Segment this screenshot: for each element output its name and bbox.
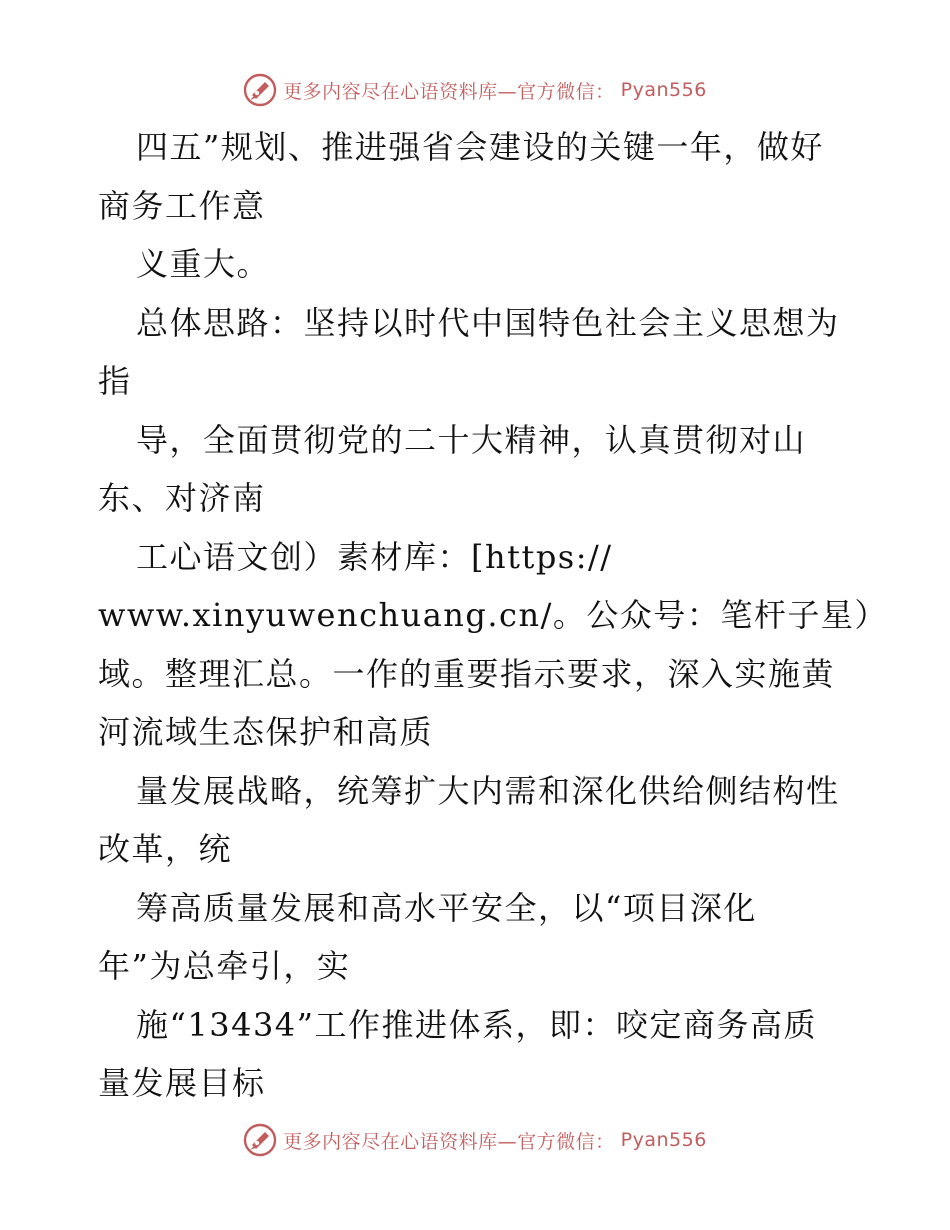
watermark-text: 更多内容尽在心语资料库—官方微信： xyxy=(283,80,615,103)
text-line: 义重大。 xyxy=(136,245,271,283)
text-line: 年”为总牵引，实 xyxy=(98,947,351,985)
text-line: 四五”规划、推进强省会建设的关键一年，做好 xyxy=(136,128,824,166)
text-line: 东、对济南 xyxy=(98,479,266,517)
text-line: 导，全面贯彻党的二十大精神，认真贯彻对山 xyxy=(136,420,807,459)
watermark-wechat-id: Pyan556 xyxy=(620,79,707,101)
text-line: 河流域生态保护和高质 xyxy=(98,713,434,751)
text-line: 改革，统 xyxy=(98,830,233,868)
text-line: 商务工作意 xyxy=(98,186,266,225)
text-line: 指 xyxy=(98,362,132,400)
text-line: 总体思路：坚持以时代中国特色社会主义思想为 xyxy=(136,303,840,342)
text-line: 量发展目标 xyxy=(98,1064,266,1102)
watermark-text: 更多内容尽在心语资料库—官方微信： xyxy=(283,1130,615,1153)
text-line: 工心语文创）素材库：[https:// xyxy=(136,537,613,576)
document-body xyxy=(98,118,888,1113)
watermark-banner-top xyxy=(0,70,950,110)
watermark-banner-bottom xyxy=(0,1120,950,1160)
red-book-logo-icon xyxy=(243,1123,277,1157)
text-line: 量发展战略，统筹扩大内需和深化供给侧结构性 xyxy=(136,771,840,810)
red-book-logo-icon xyxy=(243,73,277,107)
text-line: 筹高质量发展和高水平安全，以“项目深化 xyxy=(136,888,757,927)
watermark-wechat-id: Pyan556 xyxy=(620,1129,707,1151)
text-line: www.xinyuwenchuang.cn/。公众号：笔杆子星） xyxy=(98,596,888,634)
text-line: 施“13434”工作推进体系，即：咬定商务高质 xyxy=(136,1005,818,1044)
text-line: 域。整理汇总。一作的重要指示要求，深入实施黄 xyxy=(98,654,836,693)
